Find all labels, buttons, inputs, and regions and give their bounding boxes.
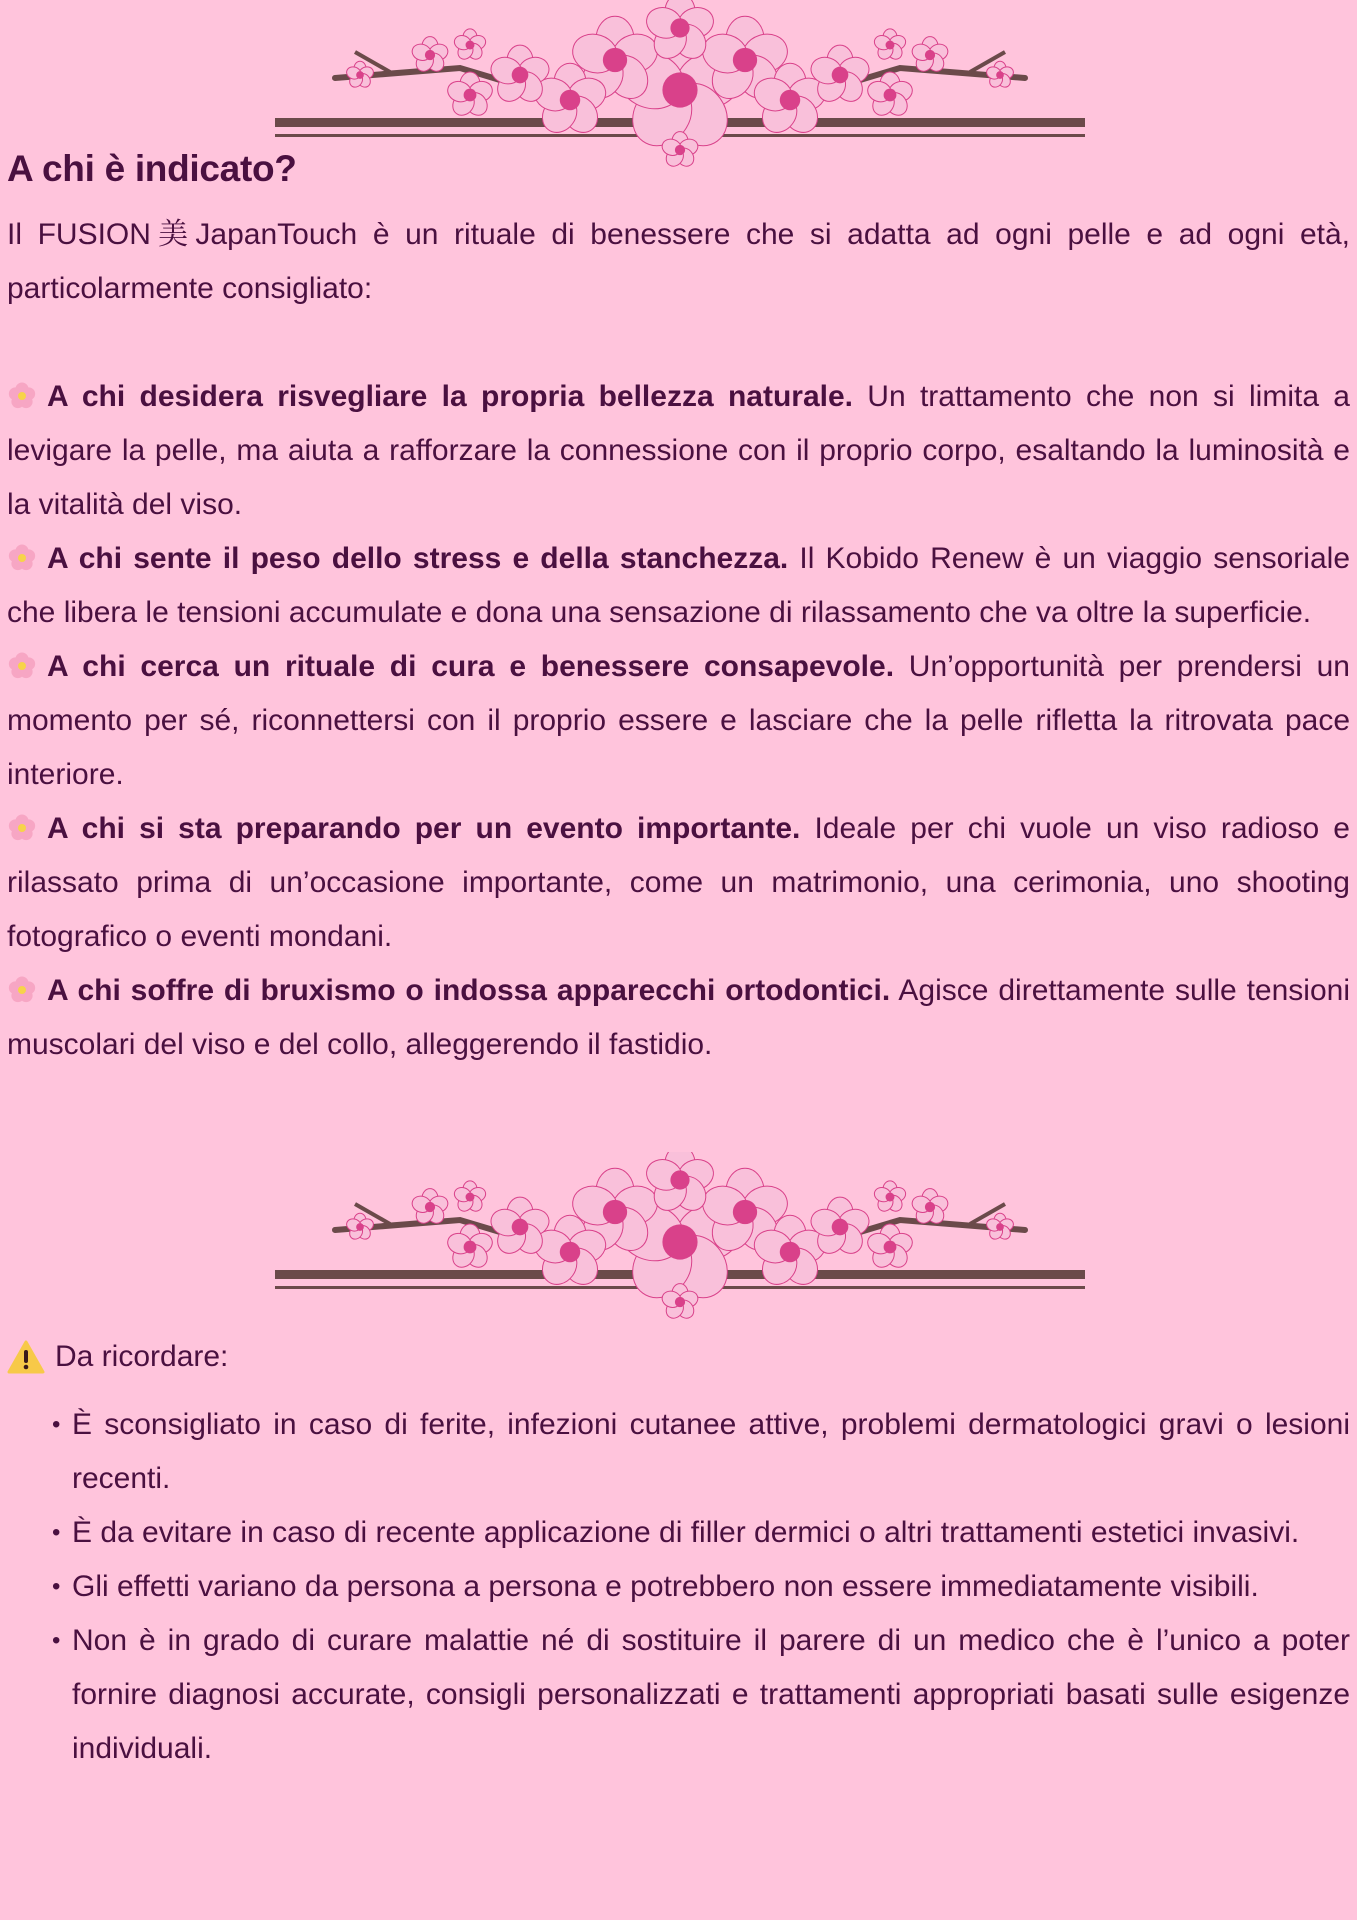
note-item: • Gli effetti variano da persona a persona e potrebbero non essere immediatamente visibili. bbox=[52, 1560, 1350, 1614]
indication-item bbox=[7, 532, 1350, 640]
indication-item bbox=[7, 370, 1350, 532]
note-item: • È sconsigliato in caso di ferite, infezioni cutanee attive, problemi dermatologici gravi o lesioni recenti. bbox=[52, 1398, 1350, 1506]
blossom-icon bbox=[453, 29, 488, 62]
item-title: A chi soffre di bruxismo o indossa apparecchi ortodontici. bbox=[47, 974, 891, 1007]
cherry-blossom-icon bbox=[7, 813, 37, 843]
blossom-icon bbox=[985, 1213, 1015, 1241]
cherry-blossom-icon bbox=[7, 651, 37, 681]
item-text: Ideale per chi vuole un viso radioso e rilassato prima di un’occasione importante, come un matrimonio, una cerimonia, uno shooting fotografico o eventi mondani. bbox=[7, 812, 1350, 953]
blossom-icon bbox=[345, 1213, 375, 1241]
blossom-icon bbox=[873, 1181, 908, 1214]
intro-paragraph: Il FUSION美JapanTouch è un rituale di benessere che si adatta ad ogni pelle e ad ogni età, particolarmente consigliato: bbox=[7, 218, 1350, 305]
note-list bbox=[52, 1398, 1350, 1776]
cherry-blossom-icon bbox=[7, 543, 37, 573]
note-item: • Non è in grado di curare malattie né di sostituire il parere di un medico che è l’unico a poter fornire diagnosi accurate, consigli personalizzati e trattamenti appropriati basati sulle esigenze individuali. bbox=[52, 1614, 1350, 1776]
item-title: A chi si sta preparando per un evento importante. bbox=[47, 812, 801, 845]
item-title: A chi cerca un rituale di cura e benessere consapevole. bbox=[47, 650, 895, 683]
blossom-icon bbox=[345, 61, 375, 89]
item-text: Il Kobido Renew è un viaggio sensoriale che libera le tensioni accumulate e dona una sensazione di rilassamento che va oltre la superficie. bbox=[7, 542, 1350, 629]
note-heading bbox=[7, 1330, 1350, 1384]
cherry-blossom-icon bbox=[7, 381, 37, 411]
indication-item bbox=[7, 964, 1350, 1072]
cherry-blossom-icon bbox=[7, 975, 37, 1005]
cherry-blossom-divider-top bbox=[270, 0, 1090, 170]
warning-icon bbox=[7, 1340, 45, 1374]
indication-item bbox=[7, 802, 1350, 964]
note-title: Da ricordare: bbox=[55, 1340, 229, 1373]
indication-item bbox=[7, 640, 1350, 802]
indication-list bbox=[7, 370, 1350, 1072]
page-title: A chi è indicato? bbox=[7, 148, 297, 189]
item-text: Agisce direttamente sulle tensioni muscolari del viso e del collo, alleggerendo il fastidio. bbox=[7, 974, 1351, 1061]
note-item: • È da evitare in caso di recente applicazione di filler dermici o altri trattamenti estetici invasivi. bbox=[52, 1506, 1350, 1560]
item-text: Un trattamento che non si limita a levigare la pelle, ma aiuta a rafforzare la connessione con il proprio corpo, esaltando la luminosità e la vitalità del viso. bbox=[7, 380, 1350, 521]
item-title: A chi desidera risvegliare la propria bellezza naturale. bbox=[47, 380, 853, 413]
blossom-icon bbox=[453, 1181, 488, 1214]
item-text: Un’opportunità per prendersi un momento per sé, riconnettersi con il proprio essere e lasciare che la pelle rifletta la ritrovata pace interiore. bbox=[7, 650, 1350, 791]
item-title: A chi sente il peso dello stress e della stanchezza. bbox=[47, 542, 789, 575]
blossom-icon bbox=[985, 61, 1015, 89]
blossom-icon bbox=[873, 29, 908, 62]
cherry-blossom-divider-bottom bbox=[270, 1152, 1090, 1322]
